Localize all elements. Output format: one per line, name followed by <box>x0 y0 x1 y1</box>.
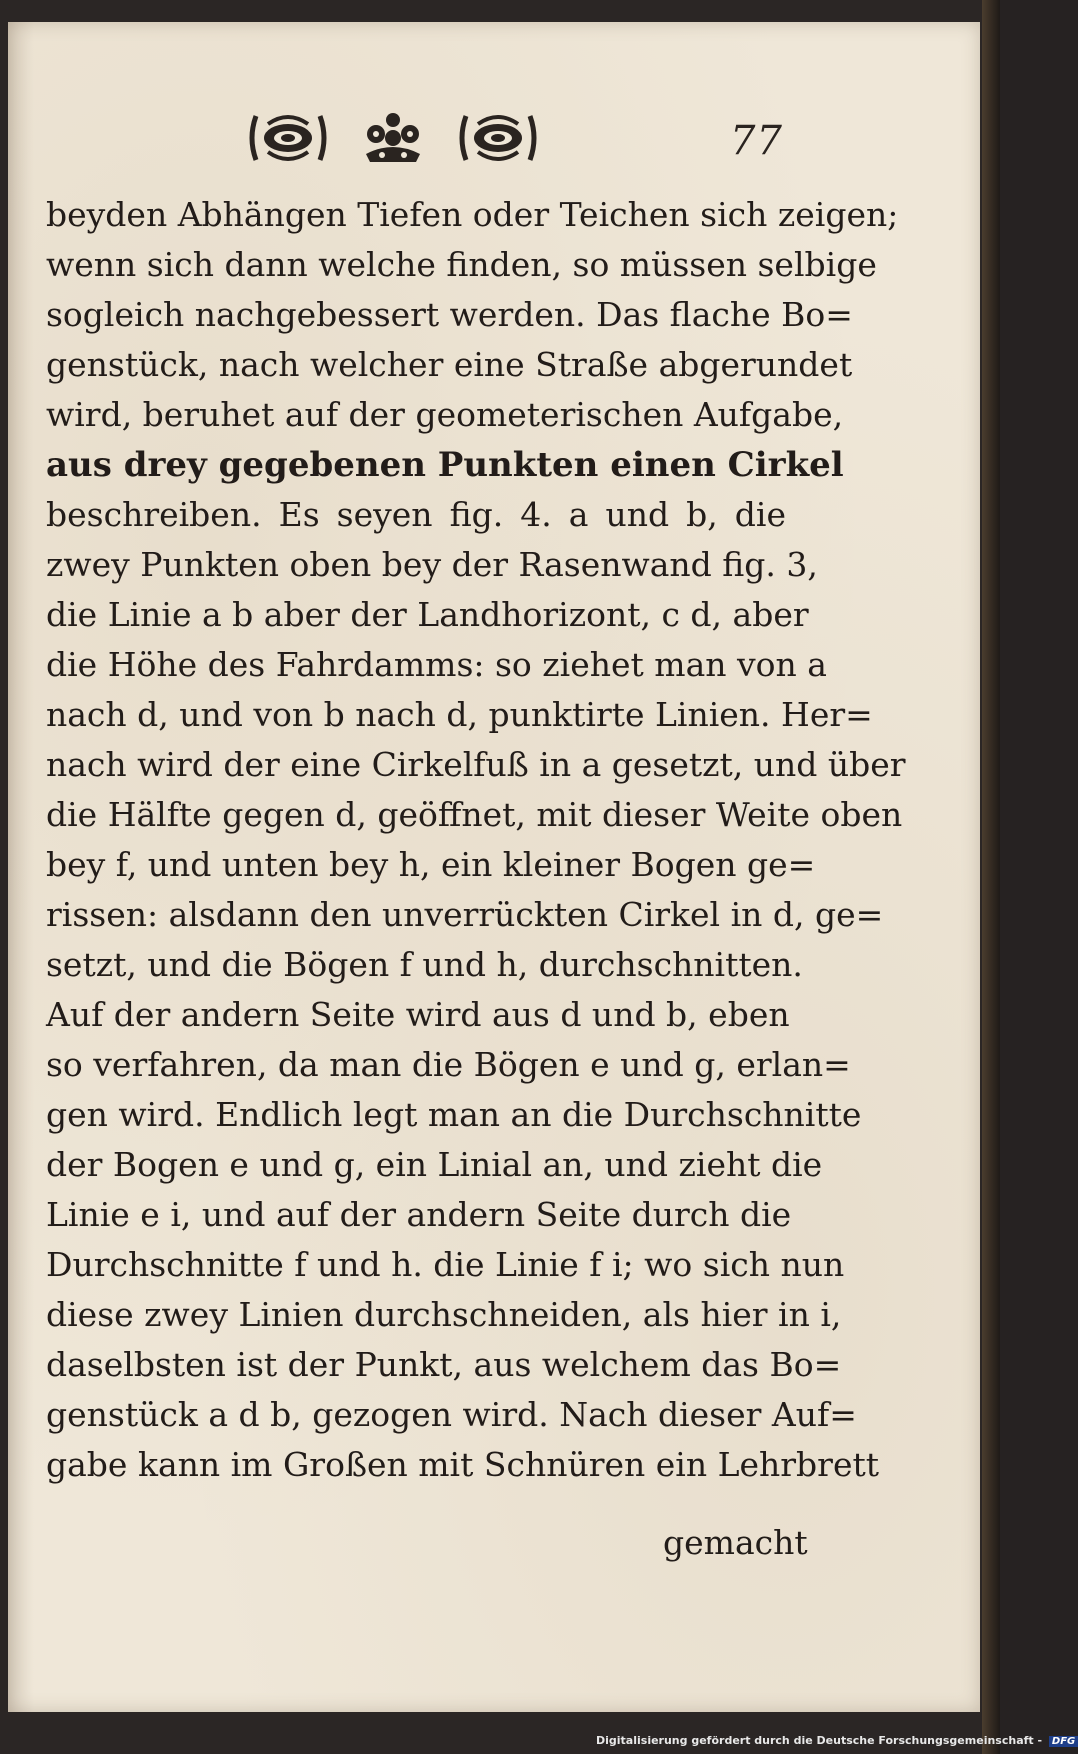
digitization-credit <box>596 1734 1078 1747</box>
body-text <box>46 190 906 1490</box>
floral-crown-ornament-icon <box>360 110 426 166</box>
text-line: nach d, und von b nach d, punktirte Linien. Her= <box>46 695 873 734</box>
text-line: bey f, und unten bey h, ein kleiner Bogen ge= <box>46 845 816 884</box>
text-line: zwey Punkten oben bey der Rasenwand fig. 3, <box>46 545 818 584</box>
text-line: die Linie a b aber der Landhorizont, c d, aber <box>46 595 809 634</box>
text-line: so verfahren, da man die Bögen e und g, erlan= <box>46 1045 851 1084</box>
text-line: die Hälfte gegen d, geöffnet, mit dieser Weite oben <box>46 795 903 834</box>
rosette-ornament-icon <box>458 110 538 166</box>
text-line: daselbsten ist der Punkt, aus welchem das Bo= <box>46 1345 842 1384</box>
text-line: setzt, und die Bögen f und h, durchschnitten. <box>46 945 803 984</box>
text-line: nach wird der eine Cirkelfuß in a gesetzt, und über <box>46 745 906 784</box>
book-page <box>8 22 980 1712</box>
text-line: die Höhe des Fahrdamms: so ziehet man von a <box>46 645 827 684</box>
text-line: genstück, nach welcher eine Straße abgerundet <box>46 345 853 384</box>
credit-text: Digitalisierung gefördert durch die Deutsche Forschungsgemeinschaft - <box>596 1734 1043 1747</box>
text-line: wird, beruhet auf der geometerischen Aufgabe, <box>46 395 844 434</box>
text-line: Auf der andern Seite wird aus d und b, eben <box>46 995 790 1034</box>
rosette-ornament-icon <box>248 110 328 166</box>
text-line: wenn sich dann welche finden, so müssen selbige <box>46 245 877 284</box>
text-line: der Bogen e und g, ein Linial an, und zieht die <box>46 1145 823 1184</box>
text-line: gabe kann im Großen mit Schnüren ein Lehrbrett <box>46 1445 880 1484</box>
dfg-logo: DFG <box>1049 1736 1078 1747</box>
text-line: beyden Abhängen Tiefen oder Teichen sich zeigen; <box>46 195 899 234</box>
text-line: genstück a d b, gezogen wird. Nach dieser Auf= <box>46 1395 857 1434</box>
text-line: diese zwey Linien durchschneiden, als hier in i, <box>46 1295 842 1334</box>
text-line: sogleich nachgebessert werden. Das flache Bo= <box>46 295 853 334</box>
text-line: gen wird. Endlich legt man an die Durchschnitte <box>46 1095 862 1134</box>
text-line: aus drey gegebenen Punkten einen Cirkel <box>46 445 844 485</box>
text-line: rissen: alsdann den unverrückten Cirkel in d, ge= <box>46 895 884 934</box>
text-line: Linie e i, und auf der andern Seite durch die <box>46 1195 792 1234</box>
book-spine-edge <box>982 0 1000 1754</box>
page-number: 77 <box>730 118 783 164</box>
text-line: beschreiben. Es seyen fig. 4. a und b, die <box>46 495 786 534</box>
text-line: Durchschnitte f und h. die Linie f i; wo sich nun <box>46 1245 845 1284</box>
catchword: gemacht <box>663 1523 808 1562</box>
page-header <box>248 110 788 170</box>
